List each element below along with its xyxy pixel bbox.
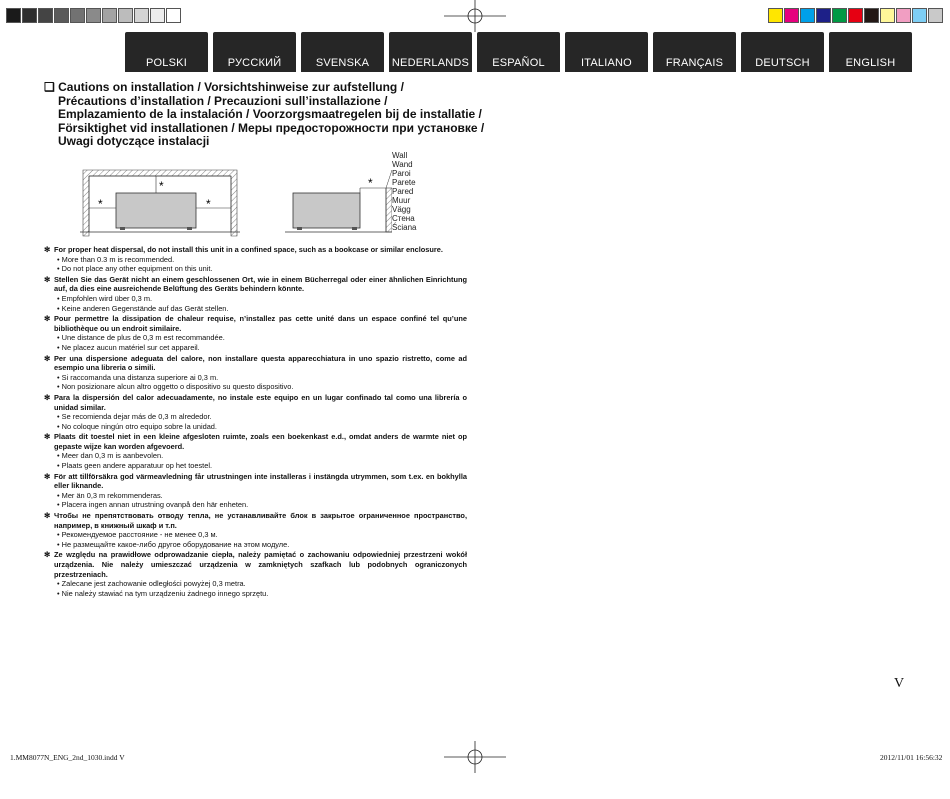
gray-swatch [102,8,117,23]
caution-bullet: • Meer dan 0,3 m is aanbevolen. [57,451,164,461]
caution-bullet: • Non posizionare alcun altro oggetto o dispositivo su questo dispositivo. [57,382,294,392]
caution-note [44,511,467,549]
tab-deutsch[interactable]: DEUTSCH [741,32,824,72]
tab-svenska[interactable]: SVENSKA [301,32,384,72]
bullet-icon: • [57,412,60,422]
wall-label: Pared [392,187,414,196]
color-swatch [800,8,815,23]
bullet-icon: • [57,293,60,303]
asterisk-icon: ✻ [44,550,51,560]
bullet-icon: • [57,382,60,392]
tab-francais[interactable]: FRANÇAIS [653,32,736,72]
wall-label: Parete [392,178,416,187]
asterisk-icon: ✻ [44,353,51,363]
asterisk-icon: ✻ [44,432,51,442]
caution-note-text: ✻ For proper heat dispersal, do not install this unit in a confined space, such as a bookcase or similar enclosure. [44,245,443,254]
bullet-icon: • [57,333,60,343]
color-swatch [816,8,831,23]
gray-swatch [38,8,53,23]
caution-note-text: ✻ Ze względu na prawidłowe odprowadzanie ciepła, należy pamiętać o zachowaniu odpowiedniej przestrzeni wokół urządzenia. Nie należy umieszczać urządzenia w zamkniętych szafkach lub podobnych ograniczonych przestrzeniach. [44,550,467,579]
wall-label: Vägg [392,205,411,214]
caution-note [44,354,467,392]
caution-bullet: • Рекомендуемое расстояние - не менее 0,3 м. [57,530,218,540]
caution-bullet: • Nie należy stawiać na tym urządzeniu żadnego innego sprzętu. [57,588,269,598]
caution-note-text: ✻ Para la dispersión del calor adecuadamente, no instale este equipo en un lugar confinado tal como una librería o unidad similar. [44,392,467,412]
caution-note [44,432,467,470]
bullet-icon: • [57,342,60,352]
asterisk-icon: ✻ [44,245,51,254]
gray-swatch [70,8,85,23]
wall-labels [392,151,416,232]
caution-bullet: • Se recomienda dejar más de 0,3 m alrededor. [57,412,212,422]
tab-polski[interactable]: POLSKI [125,32,208,72]
caution-note [44,314,467,352]
installation-clearance-diagram [80,160,392,240]
tab-italiano[interactable]: ITALIANO [565,32,648,72]
unit-box [116,193,196,228]
gray-swatch [134,8,149,23]
color-swatch [864,8,879,23]
color-swatch [880,8,895,23]
wall-label: Paroi [392,169,411,178]
unit-box-side [293,193,360,228]
color-swatch [848,8,863,23]
heading-line: Emplazamiento de la instalación / Voorzorgsmaatregelen bij de installatie / [58,107,482,121]
color-swatch [928,8,943,23]
wall-label: Стена [392,214,415,223]
footer-file-info: 1.MM8077N_ENG_2nd_1030.indd V [10,753,125,762]
caution-bullet: • Не размещайте какое-либо другое оборудование на этом модуле. [57,539,290,549]
caution-note [44,472,467,510]
gray-swatch [150,8,165,23]
clearance-wall-asterisk: * [368,176,373,190]
clearance-right-asterisk: * [206,197,211,211]
gray-swatch [54,8,69,23]
registration-mark-top [444,0,506,32]
caution-note-text: ✻ Plaats dit toestel niet in een kleine afgesloten ruimte, zoals een boekenkast e.d., omdat anders de warmte niet op gepaste wijze kan worden afgevoerd. [44,432,467,451]
caution-note-text: ✻ Per una dispersione adeguata del calore, non installare questa apparecchiatura in uno spazio ristretto, come ad esempio una libreria o simili. [44,353,467,373]
color-swatch [768,8,783,23]
bullet-icon: • [57,264,60,274]
caution-note [44,550,467,598]
tab-espanol[interactable]: ESPAÑOL [477,32,560,72]
caution-bullet: • Si raccomanda una distanza superiore ai 0,3 m. [57,372,219,382]
caution-note-text: ✻ Stellen Sie das Gerät nicht an einem geschlossenen Ort, wie in einem Bücherregal oder einer ähnlichen Einrichtung auf, da dies eine ausreichende Belüftung des Geräts behindern könnte. [44,274,467,294]
bullet-icon: • [57,461,60,471]
caution-notes [44,245,467,599]
footer-timestamp: 2012/11/01 16:56:32 [880,753,943,762]
caution-note-text: ✻ Pour permettre la dissipation de chaleur requise, n’installez pas cette unité dans un espace confiné tel qu’une bibliothèque ou un endroit similaire. [44,314,467,333]
bullet-icon: • [57,500,60,510]
caution-bullet: • Empfohlen wird über 0,3 m. [57,293,153,303]
bullet-icon: • [57,530,60,540]
caution-bullet: • More than 0.3 m is recommended. [57,254,175,264]
caution-bullet: • No coloque ningún otro equipo sobre la unidad. [57,421,217,431]
caution-note-text: ✻ För att tillförsäkra god värmeavledning får utrustningen inte installeras i instängda utrymmen, som t.ex. en bokhylla eller liknande. [44,471,467,491]
heading-line: Uwagi dotyczące instalacji [58,134,210,148]
caution-note [44,275,467,313]
bullet-icon: • [57,539,60,549]
tab-russian[interactable]: РУССКИЙ [213,32,296,72]
bullet-icon: • [57,451,60,461]
caution-note [44,245,467,274]
asterisk-icon: ✻ [44,392,51,402]
caution-bullet: • Une distance de plus de 0,3 m est recommandée. [57,333,225,343]
asterisk-icon: ✻ [44,511,51,521]
clearance-left-asterisk: * [98,197,103,211]
tab-nederlands[interactable]: NEDERLANDS [389,32,472,72]
color-swatch [784,8,799,23]
registration-mark-bottom [444,741,506,773]
color-swatch [832,8,847,23]
wall-label: Ściana [392,223,417,232]
caution-bullet: • Keine anderen Gegenstände auf das Gerät stellen. [57,303,229,313]
bullet-icon: • [57,421,60,431]
heading-line: Précautions d’installation / Precauzioni sull’installazione / [58,93,388,108]
bullet-icon: • [57,490,60,500]
color-swatch [896,8,911,23]
heading-line: Försiktighet vid installationen / Меры предосторожности при установке / [58,120,485,135]
clearance-top-asterisk: * [159,179,164,193]
page-number: V [894,676,905,691]
caution-bullet: • Do not place any other equipment on this unit. [57,264,213,274]
caution-bullet: • Ne placez aucun matériel sur cet appareil. [57,342,200,352]
bullet-icon: • [57,372,60,382]
language-tabs [125,32,912,72]
section-heading [44,81,484,149]
heading-line: ❑ Cautions on installation / Vorsichtshinweise zur aufstellung / [44,80,404,94]
caution-note-text: ✻ Чтобы не препятствовать отводу тепла, не устанавливайте блок в закрытое ограниченное пространство, например, в книжный шкаф и т.п. [44,511,467,530]
wall-label: Wand [392,160,413,169]
gray-swatch [118,8,133,23]
asterisk-icon: ✻ [44,314,51,324]
bullet-icon: • [57,579,60,589]
checkbox-icon: ❑ [44,80,55,94]
asterisk-icon: ✻ [44,471,51,481]
gray-swatch [6,8,21,23]
color-swatch [912,8,927,23]
bullet-icon: • [57,254,60,264]
tab-english[interactable]: ENGLISH [829,32,912,72]
bullet-icon: • [57,303,60,313]
asterisk-icon: ✻ [44,274,51,284]
gray-swatch [166,8,181,23]
caution-bullet: • Plaats geen andere apparatuur op het toestel. [57,461,213,471]
wall-label: Muur [392,196,411,205]
wall-label: Wall [392,151,408,160]
bullet-icon: • [57,588,60,598]
caution-bullet: • Mer än 0,3 m rekommenderas. [57,490,163,500]
caution-note [44,393,467,431]
gray-swatch [22,8,37,23]
gray-swatch [86,8,101,23]
caution-bullet: • Zalecane jest zachowanie odległości powyżej 0,3 metra. [57,579,246,589]
caution-bullet: • Placera ingen annan utrustning ovanpå den här enheten. [57,500,249,510]
